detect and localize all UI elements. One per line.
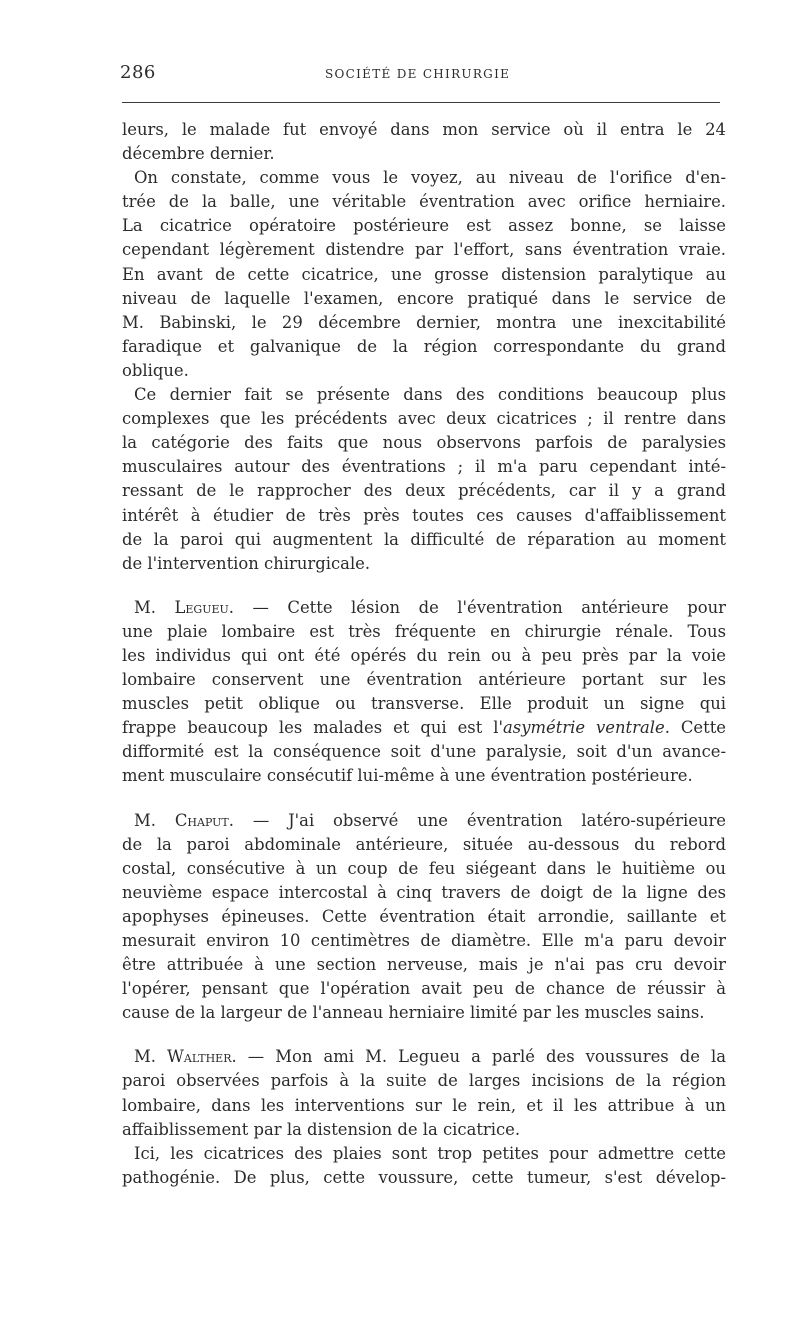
text-line (122, 1045, 726, 1069)
text-line (122, 644, 726, 668)
line-text: Ici, les cicatrices des plaies sont trop petites pour admettre cette (134, 1143, 726, 1163)
text-line (122, 359, 726, 383)
text-line (122, 263, 726, 287)
text-line (122, 238, 726, 262)
text-line (122, 857, 726, 881)
text-line (122, 118, 726, 142)
line-text: — Cette lésion de l'éventration antérieure pour (234, 597, 726, 617)
paragraph (122, 166, 726, 383)
line-text: mesurait environ 10 centimètres de diamètre. Elle m'a paru devoir (122, 931, 726, 950)
text-line (122, 1094, 726, 1118)
line-text: décembre dernier. (122, 144, 275, 164)
text-line (122, 1142, 726, 1166)
line-text: complexes que les précédents avec deux cicatrices ; il rentre dans (122, 409, 726, 429)
line-text: niveau de laquelle l'examen, encore pratiqué dans le service de (122, 288, 726, 308)
text-line (122, 620, 726, 644)
line-text: ressant de le rapprocher des deux précédents, car il y a grand (122, 481, 726, 501)
page-header (120, 62, 720, 92)
text-line (122, 716, 726, 740)
line-text: apophyses épineuses. Cette éventration était arrondie, saillante et (122, 906, 726, 926)
line-text: difformité est la conséquence soit d'une paralysie, soit d'un avance- (122, 742, 726, 762)
text-line (122, 383, 726, 407)
text-line (122, 833, 726, 857)
text-line (122, 596, 726, 620)
text-line (122, 431, 726, 455)
text-line (122, 977, 726, 1001)
line-text: frappe beaucoup les malades et qui est l' (122, 718, 504, 738)
line-text: — J'ai observé une éventration latéro-supérieure (233, 810, 726, 830)
line-text: musculaires autour des éventrations ; il m'a paru cependant inté- (122, 457, 726, 477)
speaker-name: M. Chaput. (134, 810, 234, 830)
text-line (122, 929, 726, 953)
running-title: SOCIÉTÉ DE CHIRURGIE (325, 67, 511, 81)
body-text (122, 118, 726, 1190)
text-line (122, 142, 726, 166)
text-line (122, 479, 726, 503)
text-line (122, 407, 726, 431)
paragraph (122, 596, 726, 789)
text-line (122, 190, 726, 214)
page-number: 286 (120, 62, 156, 83)
text-line (122, 335, 726, 359)
line-text: cependant légèrement distendre par l'effort, sans éventration vraie. (122, 240, 726, 260)
text-line (122, 953, 726, 977)
line-text: l'opérer, pensant que l'opération avait peu de chance de réussir à (122, 979, 726, 999)
line-text: paroi observées parfois à la suite de larges incisions de la région (122, 1071, 726, 1091)
line-text: leurs, le malade fut envoyé dans mon service où il entra le 24 (122, 120, 726, 139)
text-line (122, 809, 726, 833)
line-text: La cicatrice opératoire postérieure est assez bonne, se laisse (122, 216, 726, 236)
header-rule (122, 102, 720, 103)
line-text: de la paroi qui augmentent la difficulté de réparation au moment (122, 529, 726, 549)
text-line (122, 668, 726, 692)
line-text: lombaire conservent une éventration antérieure portant sur les (122, 670, 726, 690)
line-text: intérêt à étudier de très près toutes ces causes d'affaiblissement (122, 505, 726, 525)
line-text: neuvième espace intercostal à cinq travers de doigt de la ligne des (122, 882, 726, 902)
text-line (122, 287, 726, 311)
text-line (122, 1069, 726, 1093)
text-line (122, 764, 726, 788)
italic-phrase: asymétrie ventrale (503, 718, 665, 738)
speaker-name: M. Walther. (134, 1047, 237, 1067)
line-text-after: . Cette (664, 718, 726, 738)
line-text: En avant de cette cicatrice, une grosse distension paralytique au (122, 264, 726, 284)
text-line (122, 740, 726, 764)
paragraph (122, 1045, 726, 1141)
paragraph (122, 118, 726, 166)
text-line (122, 1118, 726, 1142)
line-text: les individus qui ont été opérés du rein ou à peu près par la voie (122, 645, 726, 665)
text-line (122, 311, 726, 335)
text-line (122, 1166, 726, 1190)
line-text: ment musculaire consécutif lui-même à une éventration postérieure. (122, 766, 693, 786)
line-text: faradique et galvanique de la région correspondante du grand (122, 336, 726, 356)
line-text: être attribuée à une section nerveuse, mais je n'ai pas cru devoir (122, 955, 726, 975)
text-line (122, 692, 726, 716)
line-text: trée de la balle, une véritable éventration avec orifice herniaire. (122, 192, 726, 212)
line-text: oblique. (122, 360, 189, 380)
line-text: costal, consécutive à un coup de feu siégeant dans le huitième ou (122, 858, 726, 878)
text-line (122, 455, 726, 479)
line-text: M. Babinski, le 29 décembre dernier, montra une inexcitabilité (122, 312, 726, 332)
line-text: de l'intervention chirurgicale. (122, 553, 371, 573)
line-text: muscles petit oblique ou transverse. Elle produit un signe qui (122, 694, 726, 714)
line-text: pathogénie. De plus, cette voussure, cette tumeur, s'est dévelop- (122, 1167, 726, 1187)
paragraph (122, 1142, 726, 1190)
text-line (122, 881, 726, 905)
text-line (122, 214, 726, 238)
line-text: une plaie lombaire est très fréquente en chirurgie rénale. Tous (122, 621, 726, 641)
line-text: affaiblissement par la distension de la cicatrice. (122, 1119, 521, 1139)
line-text: la catégorie des faits que nous observons parfois de paralysies (122, 433, 726, 453)
text-line (122, 552, 726, 576)
line-text: cause de la largeur de l'anneau herniaire limité par les muscles sains. (122, 1003, 705, 1023)
paragraph (122, 809, 726, 1026)
line-text: — Mon ami M. Legueu a parlé des voussures de la (236, 1047, 726, 1067)
line-text: lombaire, dans les interventions sur le rein, et il les attribue à un (122, 1095, 726, 1115)
text-line (122, 1001, 726, 1025)
text-line (122, 166, 726, 190)
line-text: On constate, comme vous le voyez, au niveau de l'orifice d'en- (134, 168, 726, 188)
speaker-name: M. Legueu. (134, 597, 234, 617)
text-line (122, 528, 726, 552)
line-text: de la paroi abdominale antérieure, située au-dessous du rebord (122, 834, 726, 854)
text-line (122, 905, 726, 929)
line-text: Ce dernier fait se présente dans des conditions beaucoup plus (134, 385, 726, 405)
paragraph (122, 383, 726, 576)
text-line (122, 504, 726, 528)
